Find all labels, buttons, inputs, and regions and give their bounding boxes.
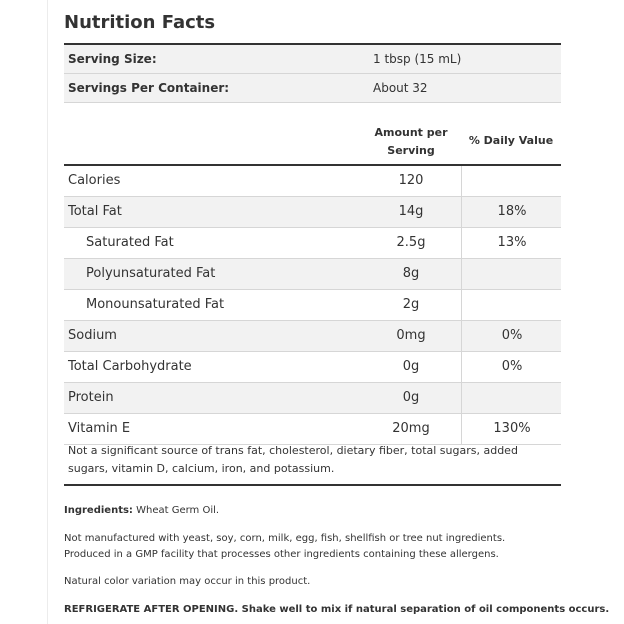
nutrient-dv-cell [461,290,562,320]
nutrient-amount: 120 [398,173,424,188]
nutrient-name: Calories [68,173,121,188]
table-row [64,290,561,321]
ingredients [64,503,554,519]
nutrient-table [64,166,561,445]
nutrient-name: Total Carbohydrate [68,359,192,374]
nutrient-dv-cell [461,228,562,258]
servings-per-container-row [64,74,561,103]
ingredients-text: Wheat Germ Oil. [132,505,220,516]
nutrient-name: Sodium [68,328,117,343]
nutrient-dv: 130% [493,421,531,436]
nutrient-amount: 2g [402,297,420,312]
amount-per-serving-header [369,124,453,160]
nutrient-dv-cell [461,321,562,351]
nutrient-name: Saturated Fat [86,235,174,250]
table-row [64,383,561,414]
nutrient-name: Protein [68,390,114,405]
nutrient-name: Vitamin E [68,421,131,436]
serving-size-row [64,45,561,74]
table-row [64,352,561,383]
nutrient-amount: 14g [398,204,424,219]
ingredients-label: Ingredients: [64,505,133,516]
amount-header-line2: Serving [387,144,435,157]
nutrient-amount: 0g [402,390,420,405]
nutrient-amount: 2.5g [396,235,426,250]
nutrient-dv: 18% [497,204,527,219]
nutrient-name: Polyunsaturated Fat [86,266,216,281]
servings-per-container-label: Servings Per Container: [68,81,230,95]
color-note: Natural color variation may occur in this product. [64,576,311,587]
serving-size-label: Serving Size: [68,52,157,66]
nutrient-name: Monounsaturated Fat [86,297,225,312]
table-row [64,259,561,290]
table-row [64,197,561,228]
bottom-rule [64,484,561,486]
table-row [64,321,561,352]
table-row [64,228,561,259]
nutrient-name: Total Fat [68,204,122,219]
nutrient-dv-cell [461,166,562,196]
nutrient-amount: 8g [402,266,420,281]
nutrient-amount: 20mg [392,421,430,436]
storage-text: Shake well to mix if natural separation of oil components occurs. [238,604,610,615]
footnote [64,438,561,484]
nutrient-dv-cell [461,197,562,227]
nutrient-dv-cell [461,352,562,382]
nutrient-dv-cell [461,383,562,413]
footnote-text: Not a significant source of trans fat, cholesterol, dietary fiber, total sugars, added sugars, vitamin D, calcium, iron, and potassium. [68,444,518,475]
amount-header-line1: Amount per [374,126,448,139]
storage-note [64,602,610,618]
servings-per-container-value: About 32 [373,81,428,95]
nutrient-dv-cell [461,259,562,289]
nutrient-amount: 0mg [396,328,426,343]
allergen-note: Not manufactured with yeast, soy, corn, milk, egg, fish, shellfish or tree nut ingredients. Produced in a GMP facility that processes other ingredients containing these allergens. [64,533,506,560]
panel-title: Nutrition Facts [64,12,216,33]
nutrient-dv: 0% [501,328,523,343]
serving-size-value: 1 tbsp (15 mL) [373,52,462,66]
nutrient-dv: 0% [501,359,523,374]
daily-value-header: % Daily Value [468,134,554,147]
nutrient-dv: 13% [497,235,527,250]
storage-caps: REFRIGERATE AFTER OPENING. [64,604,239,615]
nutrient-amount: 0g [402,359,420,374]
left-edge-line [47,0,48,624]
table-row [64,166,561,197]
